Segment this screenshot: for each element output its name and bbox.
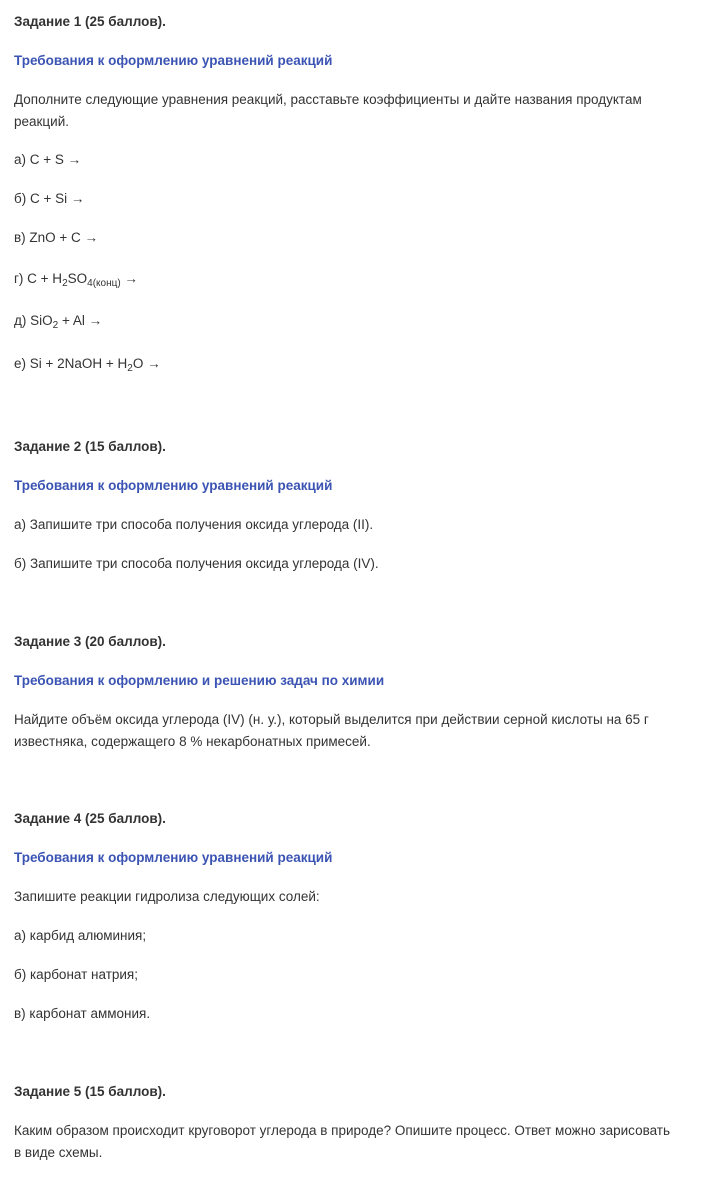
task2-requirements-link[interactable]: Требования к оформлению уравнений реакций bbox=[14, 478, 333, 493]
task1-item-b: б) C + Si → bbox=[14, 191, 85, 206]
task1-item-e: е) Si + 2NaOH + $H_2O$ → bbox=[14, 356, 161, 374]
task2-item-b: б) Запишите три способа получения оксида углерода (IV). bbox=[14, 556, 379, 571]
task1-item-a: а) C + S → bbox=[14, 152, 82, 167]
task1-item-d: д) SiO$_2$ + Al → bbox=[14, 313, 103, 331]
task4-item-a: а) карбид алюминия; bbox=[14, 928, 147, 943]
task2-title: Задание 2 (15 баллов). bbox=[14, 439, 166, 454]
task4-title: Задание 4 (25 баллов). bbox=[14, 811, 166, 826]
task1-item-v: в) ZnO + C → bbox=[14, 230, 99, 245]
task4-item-c: в) карбонат аммония. bbox=[14, 1006, 151, 1021]
task4-prompt: Запишите реакции гидролиза следующих солей: bbox=[14, 889, 320, 904]
task5-prompt: Каким образом происходит круговорот углерода в природе? Опишите процесс. Ответ можно зарисовать в виде схемы. bbox=[14, 1123, 671, 1160]
task1-title: Задание 1 (25 баллов). bbox=[14, 14, 166, 29]
task2-item-a: а) Запишите три способа получения оксида углерода (II). bbox=[14, 517, 374, 532]
task1-requirements-link[interactable]: Требования к оформлению уравнений реакций bbox=[14, 53, 333, 68]
task5-title: Задание 5 (15 баллов). bbox=[14, 1084, 166, 1099]
task3-title: Задание 3 (20 баллов). bbox=[14, 634, 166, 649]
task4-requirements-link[interactable]: Требования к оформлению уравнений реакций bbox=[14, 850, 333, 865]
task3-requirements-link[interactable]: Требования к оформлению и решению задач по химии bbox=[14, 673, 385, 688]
task1-item-g: г) $C + H_2SO_{4(конц)}$ → bbox=[14, 271, 138, 289]
task3-prompt: Найдите объём оксида углерода (IV) (н. у.), который выделится при действии серной кислоты на 65 г известняка, содержащего 8 % некарбонатных примесей. bbox=[14, 712, 649, 749]
task4-item-b: б) карбонат натрия; bbox=[14, 967, 138, 982]
task1-prompt: Дополните следующие уравнения реакций, расставьте коэффициенты и дайте названия продуктам реакций. bbox=[14, 92, 642, 129]
